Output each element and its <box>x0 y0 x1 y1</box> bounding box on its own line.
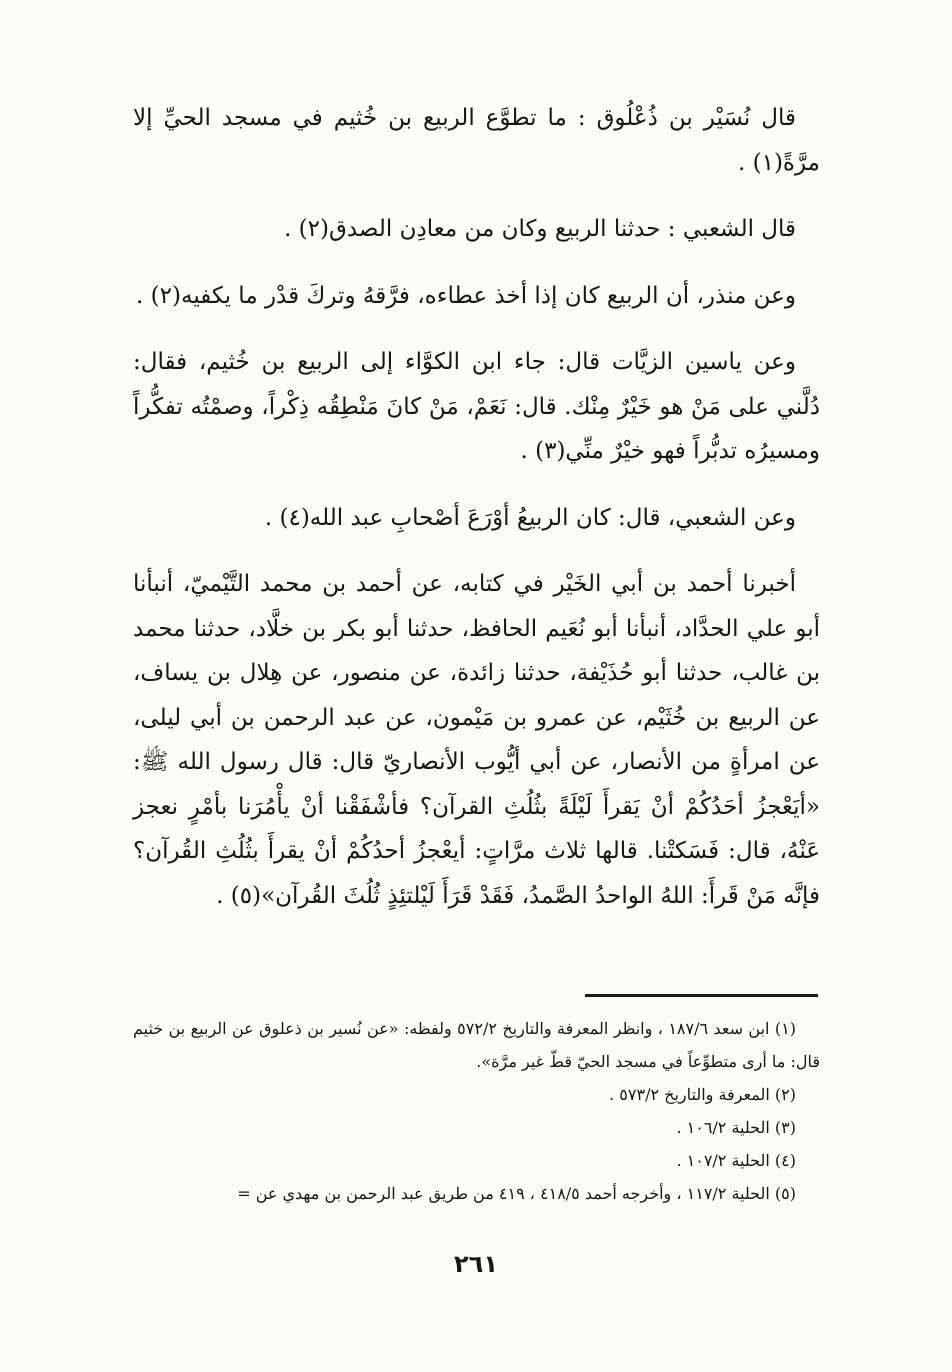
page-number: ٢٦١ <box>454 1250 498 1278</box>
paragraph-gap <box>133 318 820 340</box>
paragraph-gap <box>133 252 820 274</box>
footnote: (٢) المعرفة والتاريخ ٥٧٣/٢ . <box>609 1085 796 1104</box>
paragraph: وعن منذر، أن الربيع كان إذا أخذ عطاءه، فرَّقهُ وتركَ قدْر ما يكفيه(٢) . <box>136 282 796 309</box>
footnote-separator <box>585 994 818 997</box>
paragraph: قال نُسَيْر بن ذُعْلُوق : ما تطوَّع الربيع بن خُثيم في مسجد الحيِّ إلا مرَّةً(١) . <box>133 105 820 176</box>
paragraph-gap <box>133 474 820 496</box>
paragraph: وعن الشعبي، قال: كان الربيعُ أوْرَعَ أصْحابِ عبد الله(٤) . <box>264 504 796 531</box>
paragraph-gap <box>133 185 820 207</box>
main-text <box>133 96 820 918</box>
paragraph: قال الشعبي : حدثنا الربيع وكان من معادِن الصدق(٢) . <box>284 216 796 242</box>
footnotes <box>133 1012 820 1210</box>
paragraph: أخبرنا أحمد بن أبي الخَيْر في كتابه، عن أحمد بن محمد التَّيْميّ، أنبأنا أبو علي الحدَّاد، أنبأنا أبو نُعَيم الحافظ، حدثنا أبو بكر بن خلَّاد، حدثنا محمد بن غالب، حدثنا أبو حُذَيْفة، حدثنا زائدة، عن منصور، عن هِلال بن يساف، عن الربيع بن خُثَيْم، عن عمرو بن مَيْمون، عن عبد الرحمن بن أبي ليلى، عن امرأةٍ من الأنصار، عن أبي أيُّوب الأنصاريّ قال: قال رسول الله ﷺ: «أيَعْجزُ أحَدُكُمْ أنْ يَقرأَ لَيْلَةً بثُلُثِ القرآن؟ فأشْفَقْنا أنْ يأْمُرَنا بأمْرٍ نعجز عَنْهُ، قال: فَسَكتْنا. قالها ثلاث مرَّاتٍ: أيعْجزُ أحدُكُمْ أنْ يقرأَ بثُلُثِ القُرآن؟ فإنَّه مَنْ قَرأَ: اللهُ الواحدُ الصَّمدُ، فَقَدْ قَرَأَ لَيْلتئِذٍ ثُلُثَ القُرآن»(٥) . <box>133 571 820 909</box>
footnote: (٣) الحلية ١٠٦/٢ . <box>676 1118 796 1137</box>
paragraph: وعن ياسين الزيَّات قال: جاء ابن الكوَّاء إلى الربيع بن خُثيم، فقال: دُلَّني على مَنْ هو خَيْرٌ مِنْك. قال: نَعَمْ، مَنْ كانَ مَنْطِقُه ذِكْراً، وصمْتُه تفكُّراً ومسيرُه تدبُّراً فهو خيْرٌ منِّي(٣) . <box>133 349 820 464</box>
paragraph-gap <box>133 540 820 562</box>
footnote: (١) ابن سعد ١٨٧/٦ ، وانظر المعرفة والتاريخ ٥٧٢/٢ ولفظه: «عن نُسير بن ذعلوق عن الربيع بن خثيم قال: ما أرى متطوِّعاً في مسجد الحيّ قطّ غير مرَّة». <box>133 1019 820 1071</box>
footnote: (٥) الحلية ١١٧/٢ ، وأخرجه أحمد ٤١٨/٥ ، ٤١٩ من طريق عبد الرحمن بن مهدي عن = <box>237 1184 796 1203</box>
footnote: (٤) الحلية ١٠٧/٢ . <box>676 1151 796 1170</box>
